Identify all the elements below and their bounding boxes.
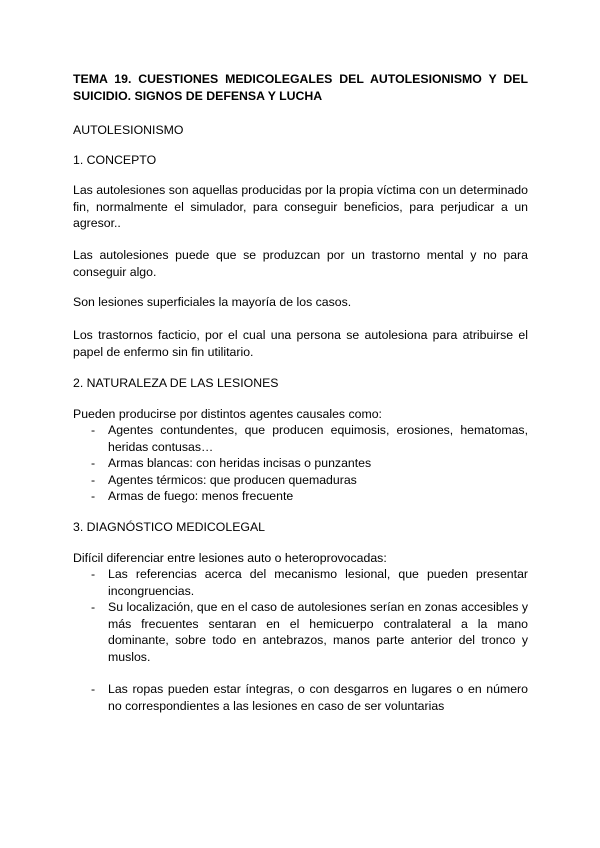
paragraph-3: Son lesiones superficiales la mayoría de los casos. (73, 295, 352, 309)
paragraph-4: Los trastornos facticio, por el cual una persona se autolesiona para atribuirse el papel de enfermo sin fin utilitario. (73, 328, 528, 359)
heading-diagnostico: 3. DIAGNÓSTICO MEDICOLEGAL (73, 520, 266, 534)
list-item: - Agentes contundentes, que producen equimosis, erosiones, hematomas, heridas contusas… (73, 422, 528, 455)
paragraph-5: Pueden producirse por distintos agentes causales como: (73, 407, 382, 421)
agents-list (73, 422, 528, 505)
list-spacer (73, 665, 528, 681)
section-heading: AUTOLESIONISMO (73, 123, 184, 137)
diagnosis-list (73, 566, 528, 714)
list-item: - Las referencias acerca del mecanismo lesional, que pueden presentar incongruencias. (73, 566, 528, 599)
list-item: - Armas blancas: con heridas incisas o punzantes (73, 455, 528, 472)
heading-concepto: 1. CONCEPTO (73, 153, 157, 167)
paragraph-1: Las autolesiones son aquellas producidas por la propia víctima con un determinado fin, normalmente el simulador, para conseguir beneficios, para perjudicar a un agresor.. (73, 183, 528, 230)
list-item: - Armas de fuego: menos frecuente (73, 488, 528, 505)
list-item: - Agentes térmicos: que producen quemaduras (73, 472, 528, 489)
paragraph-2: Las autolesiones puede que se produzcan por un trastorno mental y no para conseguir algo. (73, 248, 528, 279)
paragraph-6: Difícil diferenciar entre lesiones auto o heteroprovocadas: (73, 551, 387, 565)
document-title: TEMA 19. CUESTIONES MEDICOLEGALES DEL AUTOLESIONISMO Y DEL SUICIDIO. SIGNOS DE DEFENSA Y LUCHA (73, 72, 528, 103)
heading-naturaleza: 2. NATURALEZA DE LAS LESIONES (73, 376, 279, 390)
list-item: - Las ropas pueden estar íntegras, o con desgarros en lugares o en número no correspondientes a las lesiones en caso de ser voluntarias (73, 681, 528, 714)
list-item: - Su localización, que en el caso de autolesiones serían en zonas accesibles y más frecuentes sentaran en el hemicuerpo contralateral a la mano dominante, sobre todo en antebrazos, manos parte anterior del tronco y muslos. (73, 599, 528, 665)
